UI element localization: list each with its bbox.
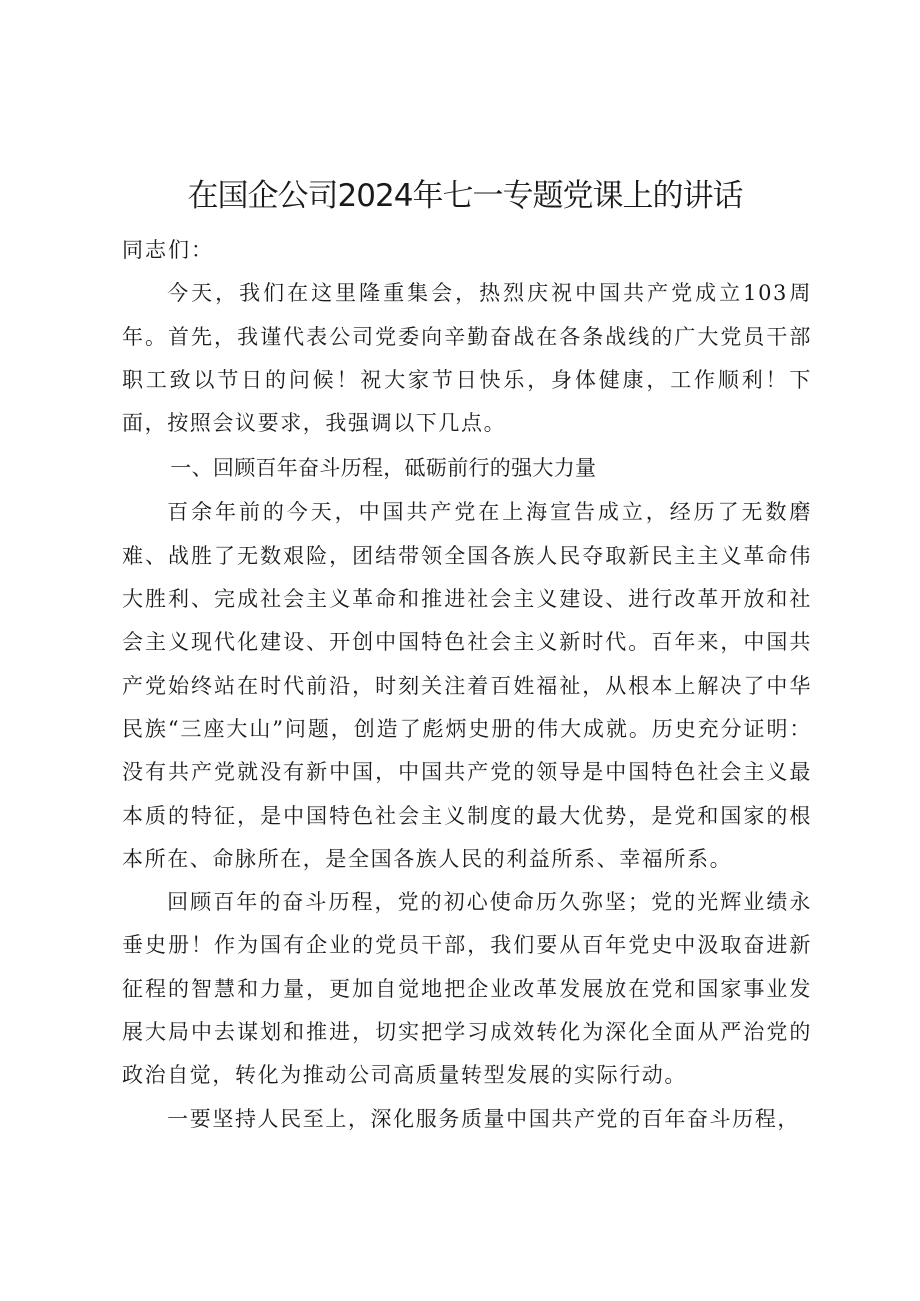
section1-paragraph-3: 一要坚持人民至上，深化服务质量中国共产党的百年奋斗历程，: [167, 1106, 800, 1131]
section1-paragraph-2: 回顾百年的奋斗历程，党的初心使命历久弥坚；党的光辉业绩永垂史册！作为国有企业的党员干部，我们要从百年党史中汲取奋进新征程的智慧和力量，更加自觉地把企业改革发展放在党和国家事业发展大局中去谋划和推进，切实把学习成效转化为深化全面从严治党的政治自觉，转化为推动公司高质量转型发展的实际行动。: [122, 890, 812, 1088]
document-title: 在国企公司2024年七一专题党课上的讲话: [187, 178, 743, 214]
salutation: 同志们：: [122, 238, 214, 262]
section-heading-1: 一、回顾百年奋斗历程，砥砺前行的强大力量: [170, 456, 597, 481]
section1-paragraph-1: 百余年前的今天，中国共产党在上海宣告成立，经历了无数磨难、战胜了无数艰险，团结带领全国各族人民夺取新民主主义革命伟大胜利、完成社会主义革命和推进社会主义建设、进行改革开放和社会主义现代化建设、开创中国特色社会主义新时代。百年来，中国共产党始终站在时代前沿，时刻关注着百姓福祉，从根本上解决了中华民族“三座大山”问题，创造了彪炳史册的伟大成就。历史充分证明：没有共产党就没有新中国，中国共产党的领导是中国特色社会主义最本质的特征，是中国特色社会主义制度的最大优势，是党和国家的根本所在、命脉所在，是全国各族人民的利益所系、幸福所系。: [122, 500, 812, 871]
opening-paragraph: 今天，我们在这里隆重集会，热烈庆祝中国共产党成立103周年。首先，我谨代表公司党委向辛勤奋战在各条战线的广大党员干部职工致以节日的问候！祝大家节日快乐，身体健康，工作顺利！下面，按照会议要求，我强调以下几点。: [122, 281, 812, 436]
document-body: [122, 229, 812, 1141]
